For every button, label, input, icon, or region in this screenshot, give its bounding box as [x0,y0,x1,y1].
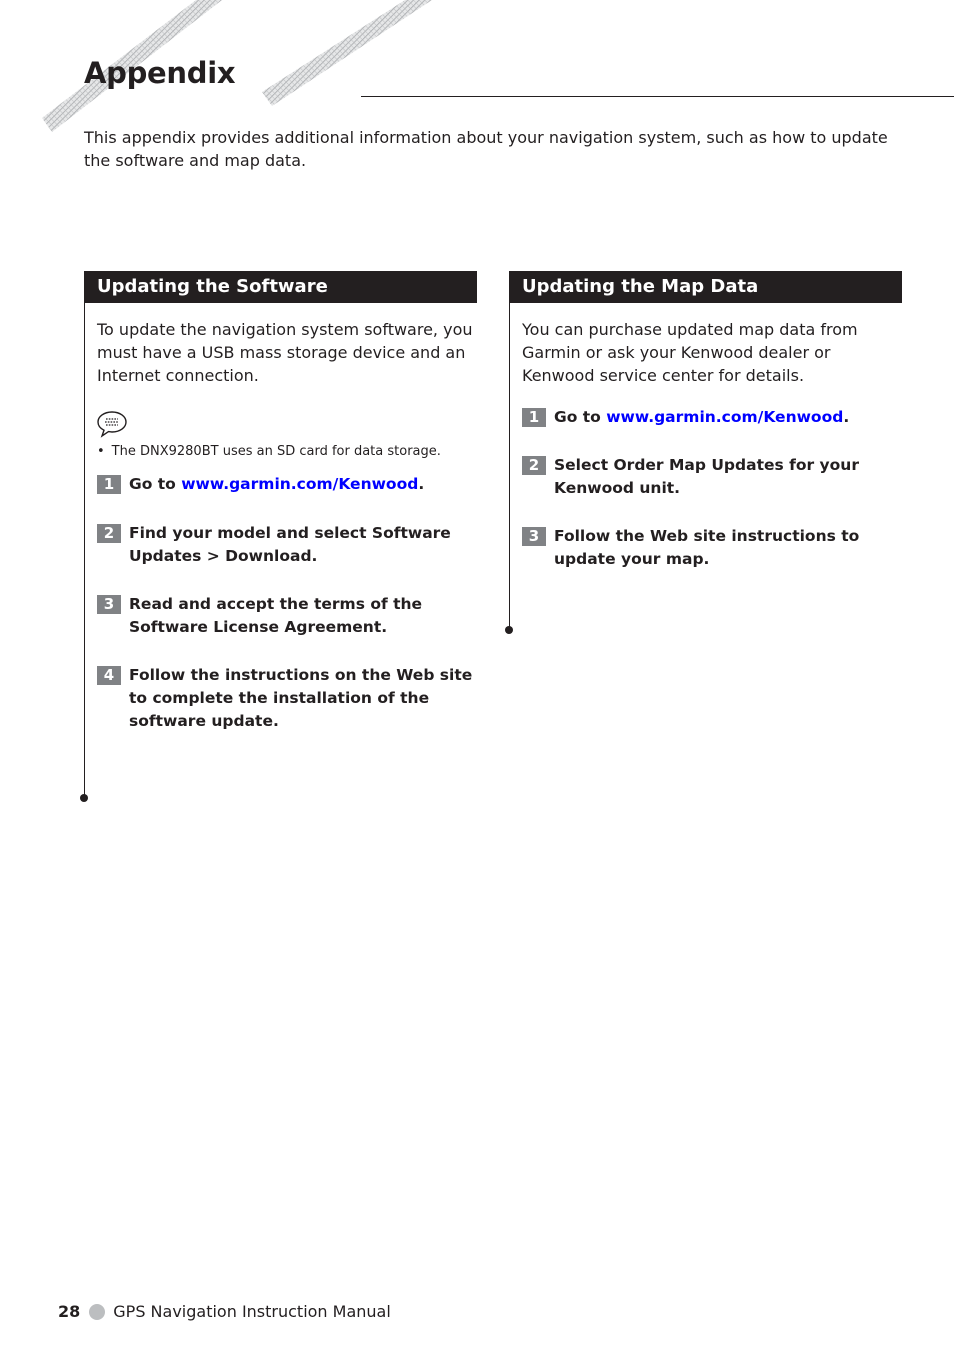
mapdata-description: You can purchase updated map data from Garmin or ask your Kenwood dealer or Kenwood service center for details. [522,320,858,385]
stripe-right [262,0,432,106]
intro-text: This appendix provides additional information about your navigation system, such as how to update the software and map data. [84,128,888,170]
software-section [84,271,477,733]
mapdata-step-3 [522,525,902,571]
step-text: Follow the Web site instructions to update your map. [554,527,860,568]
step-number: 4 [97,666,121,685]
step-text: Read and accept the terms of the Software License Agreement. [129,595,423,636]
step-text-prefix: Go to [129,475,182,493]
software-step-4 [97,664,477,733]
software-step-3 [97,593,477,639]
step-text [554,406,849,429]
mapdata-step-1 [522,406,902,429]
step-number: 2 [97,524,121,543]
step-text: Follow the instructions on the Web site to complete the installation of the software update. [129,666,473,730]
note-icon [97,410,477,440]
garmin-link[interactable]: www.garmin.com/Kenwood [606,408,844,426]
step-text: Select Order Map Updates for your Kenwood unit. [554,456,859,497]
software-description: To update the navigation system software, you must have a USB mass storage device and an Internet connection. [97,320,473,385]
step-number: 3 [97,595,121,614]
note-text: The DNX9280BT uses an SD card for data storage. [111,444,441,459]
page-title: Appendix [84,56,236,90]
note-item [97,443,477,460]
note-bullet: • [97,444,105,459]
garmin-link[interactable]: www.garmin.com/Kenwood [181,475,419,493]
software-heading: Updating the Software [84,271,477,303]
right-section-end-dot [505,626,513,634]
page-footer [58,1301,391,1323]
title-rule [361,96,954,97]
left-section-end-dot [80,794,88,802]
step-number: 1 [97,475,121,494]
page-number: 28 [58,1302,81,1321]
footer-dot-icon [89,1304,105,1320]
step-number: 3 [522,527,546,546]
mapdata-step-2 [522,454,902,500]
step-text-suffix: . [843,408,850,426]
step-number: 2 [522,456,546,475]
step-number: 1 [522,408,546,427]
step-text: Find your model and select Software Updates > Download. [129,524,451,565]
mapdata-heading: Updating the Map Data [509,271,902,303]
step-text-prefix: Go to [554,408,607,426]
step-text-suffix: . [418,475,425,493]
software-step-1 [97,473,477,496]
mapdata-section [509,271,902,571]
step-text [129,473,424,496]
manual-title: GPS Navigation Instruction Manual [113,1302,391,1321]
software-step-2 [97,522,477,568]
